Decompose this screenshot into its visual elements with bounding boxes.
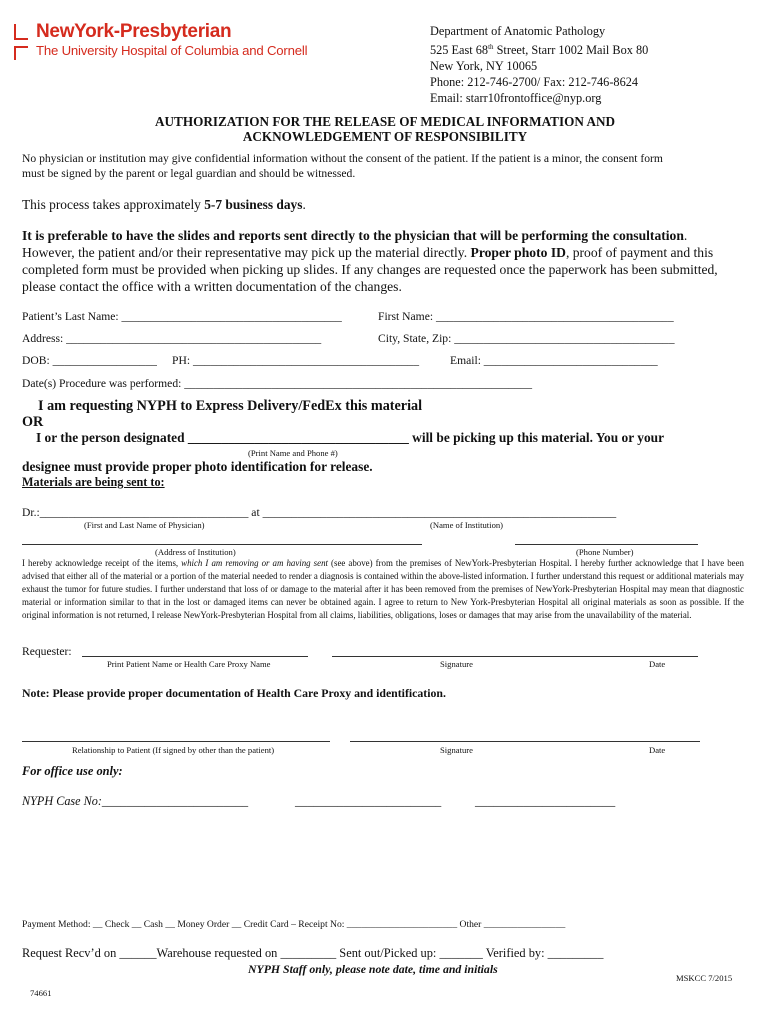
express-delivery-option: I am requesting NYPH to Express Delivery/FedEx this material [38,398,423,414]
procedure-dates-field[interactable]: Date(s) Procedure was performed: ____________________________________________________________ [22,377,533,390]
requester-signature-line[interactable] [332,656,698,657]
address-street: 525 East 68th Street, Starr 1002 Mail Box 80 [430,43,649,58]
relationship-signature-label: Signature [440,745,473,755]
patient-first-name-field[interactable]: First Name: _________________________________________ [378,310,674,323]
city-state-zip-field[interactable]: City, State, Zip: ______________________________________ [378,332,675,345]
address-email: Email: starr10frontoffice@nyp.org [430,91,602,106]
materials-sent-to-heading: Materials are being sent to: [22,475,165,489]
address-phone: Phone: 212-746-2700/ Fax: 212-746-8624 [430,75,639,90]
logo-name: NewYork-Presbyterian [36,21,232,42]
request-received-row[interactable]: Request Recv’d on ______Warehouse requested on _________ Sent out/Picked up: _______ Verified by: _________ [22,946,604,960]
office-blank-2[interactable]: _______________________ [475,794,616,808]
address-field[interactable]: Address: ____________________________________________ [22,332,322,345]
physician-name-label: (First and Last Name of Physician) [84,520,205,530]
requester-label: Requester: [22,645,72,658]
print-name-phone-label: (Print Name and Phone #) [248,448,338,458]
logo-subtitle: The University Hospital of Columbia and Cornell [36,43,308,58]
dob-field[interactable]: DOB: __________________ [22,354,157,367]
address-department: Department of Anatomic Pathology [430,24,606,38]
staff-only-note: NYPH Staff only, please note date, time and initials [248,962,498,976]
consent-paragraph: No physician or institution may give confidential information without the consent of the patient. If the patient is a minor, the consent form must be signed by the parent or legal guardian and should be witnessed. [22,152,663,180]
institution-address-line[interactable] [22,544,422,545]
requester-date-label: Date [649,659,666,669]
institution-name-label: (Name of Institution) [430,520,504,530]
acknowledgement-paragraph: I hereby acknowledge receipt of the items, which I am removing or am having sent (see above) from the premises of NewYork-Presbyterian Hospital. I hereby further acknowledge that I have been advised that either all of the material or a portion of the material needed to render a diagnosis is contained within the above-listed information. I further understand this request or additional materials may exhaust the tumor for future studies. I further understand that loss of or damage to the material after it has been removed from the premises of NewYork-Presbyterian Hospital may mean that diagnostic material or information similar to that in the lost or damaged items can never be obtained again. I agree to return to New York-Presbyterian Hospital all original materials as soon as possible. If the original information is not returned, I release NewYork-Presbyterian Hospital from all claims, liabilities, obligations, loses or damages that may arise from the unavailability of the material. [22,558,744,620]
address-city: New York, NY 10065 [430,59,538,74]
form-code: MSKCC 7/2015 [676,973,733,983]
requester-name-line[interactable] [82,656,308,657]
or-separator: OR [22,414,44,430]
physician-institution-field[interactable]: Dr.:____________________________________ at _____________________________________________________________ [22,506,617,519]
form-title: AUTHORIZATION FOR THE RELEASE OF MEDICAL INFORMATION AND ACKNOWLEDGEMENT OF RESPONSIBILITY [154,114,616,144]
requester-signature-label: Signature [440,659,473,669]
relationship-line[interactable] [22,741,330,742]
institution-phone-line[interactable] [515,544,698,545]
department-address [430,23,648,106]
phone-field[interactable]: PH: _______________________________________ [172,354,420,367]
patient-last-name-field[interactable]: Patient’s Last Name: ______________________________________ [22,310,342,323]
office-use-heading: For office use only: [22,764,123,778]
payment-method-row[interactable]: Payment Method: __ Check __ Cash __ Money Order __ Credit Card – Receipt No: _______________________ Other _________________ [22,919,566,930]
document-number: 74661 [30,988,52,998]
nyp-logo-mark [12,20,30,60]
relationship-date-label: Date [649,745,666,755]
preferable-paragraph: It is preferable to have the slides and reports sent directly to the physician that will be performing the consultation. However, the patient and/or their representative may pick up the material directly. Proper photo ID, proof of payment and this completed form must be provided when picking up slides. If any changes are requested once the paperwork has been submitted, please contact the office with a written documentation of the changes. [22,228,718,294]
nyph-case-number-field[interactable]: NYPH Case No:________________________ [22,794,249,808]
phone-number-label: (Phone Number) [576,547,634,557]
proxy-note: Note: Please provide proper documentation of Health Care Proxy and identification. [22,686,446,700]
institution-address-label: (Address of Institution) [155,547,236,557]
email-field[interactable]: Email: ______________________________ [450,354,658,367]
process-time: This process takes approximately 5-7 business days. [22,197,306,212]
pickup-option[interactable]: I or the person designated _________________________________ will be picking up this material. You or your [36,430,665,445]
relationship-signature-line[interactable] [350,741,700,742]
requester-print-name-label: Print Patient Name or Health Care Proxy Name [107,659,271,669]
relationship-label: Relationship to Patient (If signed by other than the patient) [72,745,275,755]
photo-id-notice: designee must provide proper photo identification for release. [22,459,373,474]
office-blank-1[interactable]: ________________________ [295,794,442,808]
